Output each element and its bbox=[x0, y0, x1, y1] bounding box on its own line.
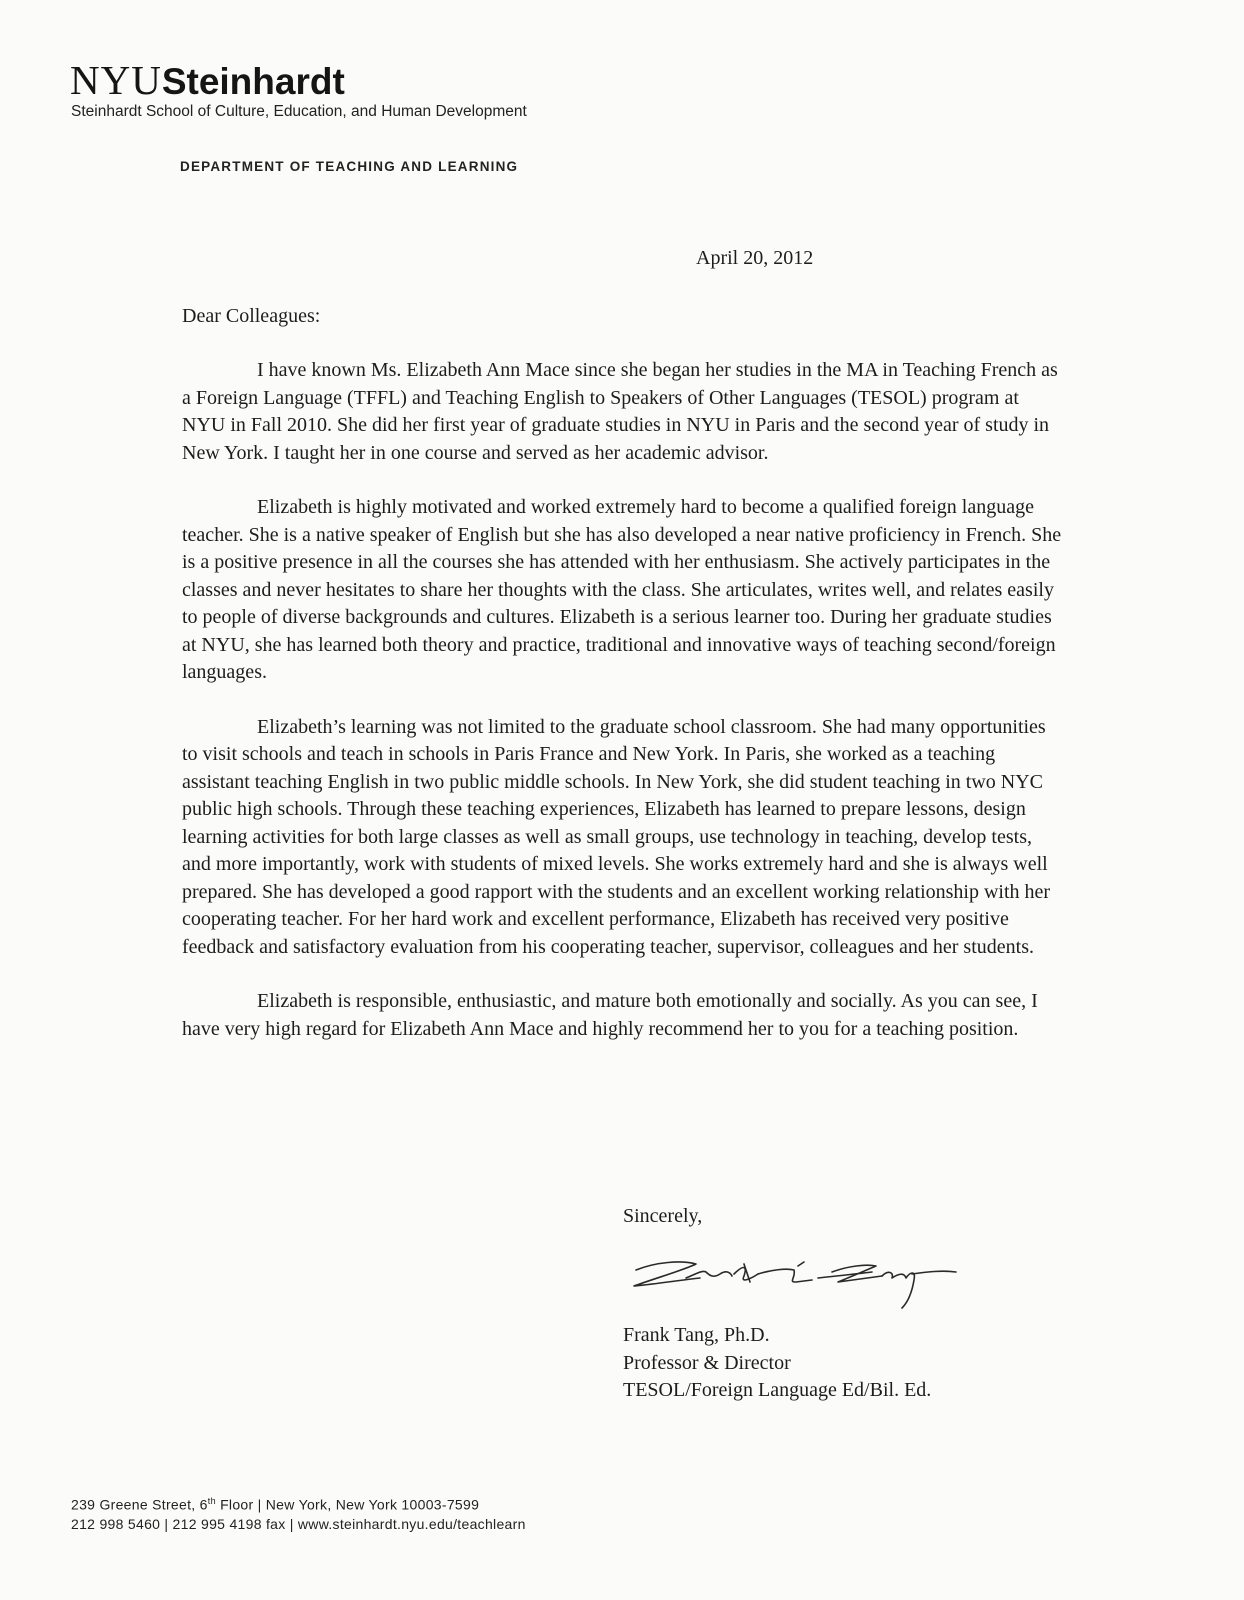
letter-date: April 20, 2012 bbox=[696, 247, 814, 269]
closing: Sincerely, bbox=[623, 1205, 703, 1227]
footer-address bbox=[71, 1492, 526, 1515]
body-paragraph-4: Elizabeth is responsible, enthusiastic, and mature both emotionally and socially. As you can see, I have very high regard for Elizabeth Ann Mace and highly recommend her to you for a teaching position. bbox=[182, 990, 1038, 1040]
logo-steinhardt-text: Steinhardt bbox=[161, 61, 345, 102]
footer-address-sup: th bbox=[207, 1496, 216, 1506]
logo-nyu-text: NYU bbox=[70, 57, 162, 103]
letter-body bbox=[182, 357, 1062, 1070]
signer-name: Frank Tang, Ph.D. bbox=[623, 1324, 770, 1346]
school-name: Steinhardt School of Culture, Education, and Human Development bbox=[71, 103, 527, 120]
salutation: Dear Colleagues: bbox=[182, 305, 321, 327]
letter-footer bbox=[71, 1492, 526, 1534]
body-paragraph-3: Elizabeth’s learning was not limited to the graduate school classroom. She had many opportunities to visit schools and teach in schools in Paris France and New York. In Paris, she worked as a teaching assistant teaching English in two public middle schools. In New York, she did student teaching in two NYC public high schools. Through these teaching experiences, Elizabeth has learned to prepare lessons, design learning activities for both large classes as well as small groups, use technology in teaching, develop tests, and more importantly, work with students of mixed levels. She works extremely hard and she is always well prepared. She has developed a good rapport with the students and an excellent working relationship with her cooperating teacher. For her hard work and excellent performance, Elizabeth has received very positive feedback and satisfactory evaluation from his cooperating teacher, supervisor, colleagues and her students. bbox=[182, 715, 1051, 958]
footer-address-prefix: 239 Greene Street, 6 bbox=[71, 1496, 208, 1513]
nyu-steinhardt-logo bbox=[70, 57, 345, 103]
signer-title: Professor & Director bbox=[623, 1351, 791, 1374]
handwritten-signature bbox=[626, 1248, 966, 1318]
body-paragraph-1: I have known Ms. Elizabeth Ann Mace since she began her studies in the MA in Teaching French as a Foreign Language (TFFL) and Teaching English to Speakers of Other Languages (TESOL) program at NYU in Fall 2010. She did her first year of graduate studies in NYU in Paris and the second year of study in New York. I taught her in one course and served as her academic advisor. bbox=[182, 359, 1058, 464]
footer-address-suffix: Floor | New York, New York 10003-7599 bbox=[215, 1496, 480, 1513]
body-paragraph-2: Elizabeth is highly motivated and worked extremely hard to become a qualified foreign language teacher. She is a native speaker of English but she has also developed a near native proficiency in French. She is a positive presence in all the courses she has attended with her enthusiasm. She actively participates in the classes and never hesitates to share her thoughts with the class. She articulates, writes well, and relates easily to people of diverse backgrounds and cultures. Elizabeth is a serious learner too. During her graduate studies at NYU, she has learned both theory and practice, traditional and innovative ways of teaching second/foreign languages. bbox=[182, 496, 1062, 683]
footer-contact: 212 998 5460 | 212 995 4198 fax | www.steinhardt.nyu.edu/teachlearn bbox=[71, 1515, 526, 1532]
signature-block bbox=[623, 1322, 931, 1405]
signer-program: TESOL/Foreign Language Ed/Bil. Ed. bbox=[623, 1379, 932, 1401]
department-heading: DEPARTMENT OF TEACHING AND LEARNING bbox=[180, 159, 519, 174]
